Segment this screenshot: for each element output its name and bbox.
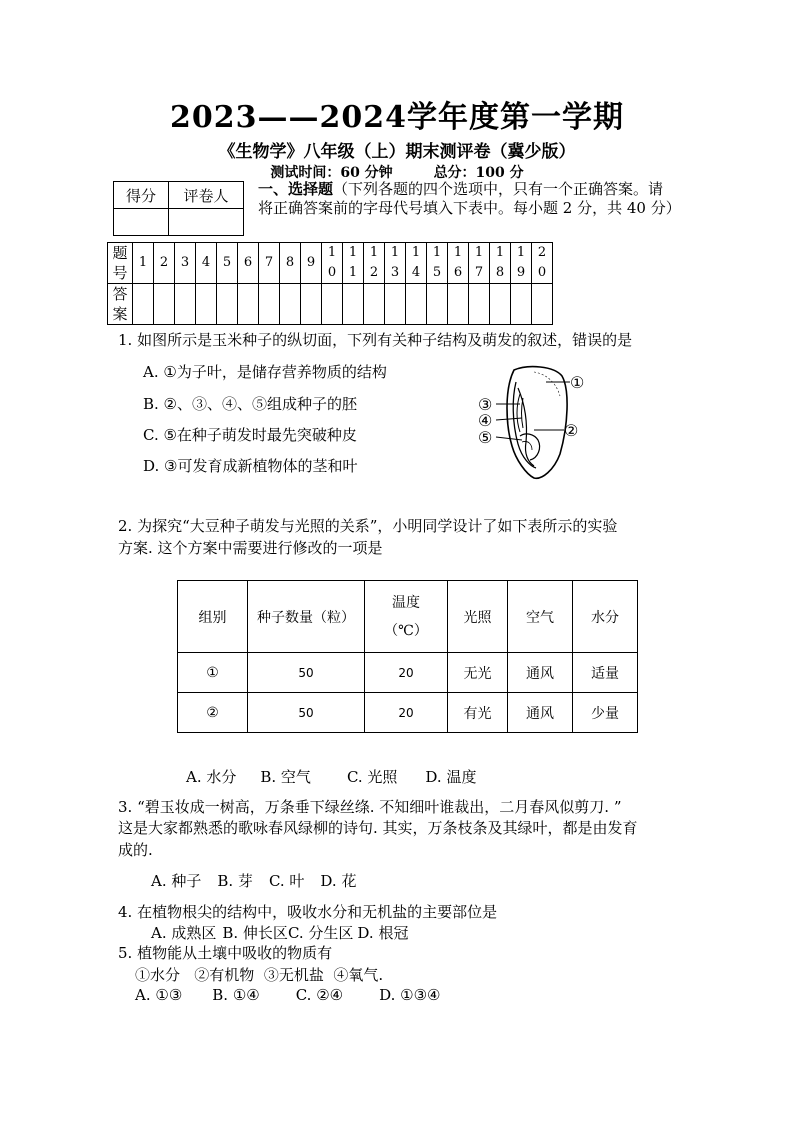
q3-line3: 成的. bbox=[118, 841, 153, 859]
score-cell[interactable] bbox=[114, 209, 169, 236]
answer-cell[interactable] bbox=[259, 284, 280, 325]
answer-cell[interactable] bbox=[364, 284, 385, 325]
q5-options bbox=[135, 986, 440, 1004]
q2-option-d[interactable]: D. 温度 bbox=[425, 768, 477, 786]
q3-options bbox=[151, 870, 356, 891]
table-row: ② 50 20 有光 通风 少量 bbox=[178, 693, 638, 733]
section1-intro bbox=[258, 180, 681, 218]
col-group: 组别 bbox=[178, 581, 248, 653]
question-number-cell: 1 4 bbox=[406, 243, 427, 284]
question-number-cell: 1 9 bbox=[511, 243, 532, 284]
q4-option-b[interactable]: B. 伸长区 bbox=[222, 924, 288, 942]
q5-option-a[interactable]: A. ①③ bbox=[135, 986, 183, 1004]
question-number-cell: 1 3 bbox=[385, 243, 406, 284]
answer-cell[interactable] bbox=[385, 284, 406, 325]
label-2: ② bbox=[564, 421, 579, 440]
question-number-cell: 6 bbox=[238, 243, 259, 284]
q2-options bbox=[186, 766, 476, 787]
exam-info bbox=[0, 162, 794, 182]
question-number-cell: 9 bbox=[301, 243, 322, 284]
q3-option-c[interactable]: C. 叶 bbox=[268, 872, 305, 890]
col-seed-count: 种子数量（粒） bbox=[248, 581, 365, 653]
q5-stem: 5. 植物能从土壤中吸收的物质有 bbox=[118, 944, 333, 962]
question-number-cell: 7 bbox=[259, 243, 280, 284]
question-number-cell: 3 bbox=[175, 243, 196, 284]
label-3: ③ bbox=[478, 395, 493, 414]
col-water: 水分 bbox=[573, 581, 638, 653]
q2-stem-line2: 方案. 这个方案中需要进行修改的一项是 bbox=[118, 539, 383, 557]
question-number-cell: 1 5 bbox=[427, 243, 448, 284]
corn-seed-diagram bbox=[476, 362, 596, 482]
question-number-cell: 1 bbox=[133, 243, 154, 284]
q5-option-c[interactable]: C. ②④ bbox=[295, 986, 344, 1004]
answer-cell[interactable] bbox=[322, 284, 343, 325]
q5-items: ①水分 ②有机物 ③无机盐 ④氧气. bbox=[135, 966, 384, 984]
section1-heading: 一、选择题 bbox=[258, 180, 334, 198]
question-number-cell: 1 8 bbox=[490, 243, 511, 284]
answer-cell[interactable] bbox=[196, 284, 217, 325]
answer-header: 答 案 bbox=[108, 284, 133, 325]
question-number-cell: 8 bbox=[280, 243, 301, 284]
q4-stem: 4. 在植物根尖的结构中，吸收水分和无机盐的主要部位是 bbox=[118, 903, 498, 921]
question-number-cell: 1 7 bbox=[469, 243, 490, 284]
q5-option-b[interactable]: B. ①④ bbox=[212, 986, 260, 1004]
q1-option-a[interactable]: A. ①为子叶，是储存营养物质的结构 bbox=[143, 363, 387, 381]
q2-option-b[interactable]: B. 空气 bbox=[260, 768, 311, 786]
answer-cell[interactable] bbox=[406, 284, 427, 325]
page-title: 2023——2024学年度第一学期 bbox=[170, 100, 624, 135]
label-5: ⑤ bbox=[478, 428, 493, 447]
table-row: ① 50 20 无光 通风 适量 bbox=[178, 653, 638, 693]
question-number-cell: 2 bbox=[154, 243, 175, 284]
col-air: 空气 bbox=[508, 581, 573, 653]
answer-cell[interactable] bbox=[154, 284, 175, 325]
answer-cell[interactable] bbox=[469, 284, 490, 325]
experiment-table bbox=[177, 580, 638, 733]
answer-table bbox=[107, 242, 553, 325]
q3-option-a[interactable]: A. 种子 bbox=[151, 872, 202, 890]
question-number-cell: 5 bbox=[217, 243, 238, 284]
answer-cell[interactable] bbox=[343, 284, 364, 325]
answer-cell[interactable] bbox=[301, 284, 322, 325]
answer-cell[interactable] bbox=[448, 284, 469, 325]
answer-cell[interactable] bbox=[280, 284, 301, 325]
answer-cell[interactable] bbox=[490, 284, 511, 325]
q2-option-a[interactable]: A. 水分 bbox=[186, 768, 237, 786]
q3-line2: 这是大家都熟悉的歌咏春风绿柳的诗句. 其实，万条枝条及其绿叶，都是由发育 bbox=[118, 819, 638, 837]
answer-cell[interactable] bbox=[427, 284, 448, 325]
col-light: 光照 bbox=[448, 581, 508, 653]
total-score: 总分：100 分 bbox=[433, 165, 524, 181]
q1-option-d[interactable]: D. ③可发育成新植物体的茎和叶 bbox=[143, 457, 358, 475]
question-number-cell: 1 1 bbox=[343, 243, 364, 284]
answer-cell[interactable] bbox=[238, 284, 259, 325]
question-number-cell: 1 6 bbox=[448, 243, 469, 284]
question-number-header: 题 号 bbox=[108, 243, 133, 284]
label-1: ① bbox=[570, 373, 585, 392]
section1-instructions: （下列各题的四个选项中，只有一个正确答案。请将正确答案前的字母代号填入下表中。每小题 2 分，共 40 分） bbox=[258, 180, 681, 217]
q5-option-d[interactable]: D. ①③④ bbox=[379, 986, 441, 1004]
q2-option-c[interactable]: C. 光照 bbox=[346, 768, 398, 786]
answer-cell[interactable] bbox=[217, 284, 238, 325]
q3-line1: 3. “碧玉妆成一树高，万条垂下绿丝绦. 不知细叶谁裁出，二月春风似剪刀. ” bbox=[118, 798, 622, 816]
col-temperature: 温度 （℃） bbox=[365, 581, 448, 653]
q1-stem: 1. 如图所示是玉米种子的纵切面，下列有关种子结构及萌发的叙述，错误的是 bbox=[118, 331, 633, 349]
label-4: ④ bbox=[478, 411, 493, 430]
question-number-cell: 2 0 bbox=[532, 243, 553, 284]
answer-cell[interactable] bbox=[532, 284, 553, 325]
grader-cell[interactable] bbox=[169, 209, 244, 236]
test-time: 测试时间：60 分钟 bbox=[270, 165, 393, 181]
q2-stem-line1: 2. 为探究“大豆种子萌发与光照的关系”，小明同学设计了如下表所示的实验 bbox=[118, 517, 618, 535]
answer-cell[interactable] bbox=[175, 284, 196, 325]
q4-option-a[interactable]: A. 成熟区 bbox=[151, 924, 217, 942]
q4-option-c[interactable]: C. 分生区 bbox=[287, 924, 354, 942]
grader-label: 评卷人 bbox=[169, 182, 244, 209]
q1-option-c[interactable]: C. ⑤在种子萌发时最先突破种皮 bbox=[143, 426, 357, 444]
q4-option-d[interactable]: D. 根冠 bbox=[357, 924, 409, 942]
q3-option-b[interactable]: B. 芽 bbox=[217, 872, 253, 890]
answer-cell[interactable] bbox=[133, 284, 154, 325]
score-label: 得分 bbox=[114, 182, 169, 209]
answer-cell[interactable] bbox=[511, 284, 532, 325]
question-number-cell: 1 0 bbox=[322, 243, 343, 284]
page-subtitle: 《生物学》八年级（上）期末测评卷（冀少版） bbox=[218, 142, 576, 162]
q3-option-d[interactable]: D. 花 bbox=[320, 872, 357, 890]
q4-options bbox=[151, 922, 408, 943]
score-box bbox=[113, 181, 244, 236]
q1-option-b[interactable]: B. ②、③、④、⑤组成种子的胚 bbox=[143, 395, 358, 413]
question-number-cell: 4 bbox=[196, 243, 217, 284]
question-number-cell: 1 2 bbox=[364, 243, 385, 284]
